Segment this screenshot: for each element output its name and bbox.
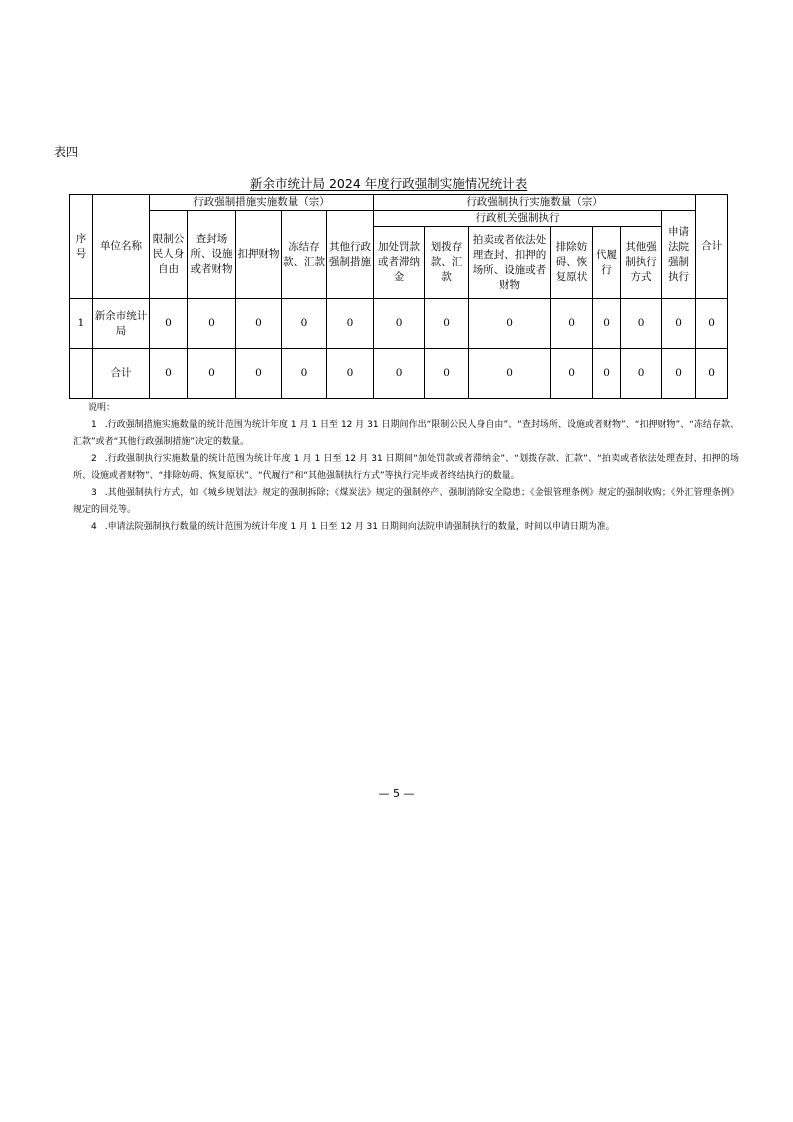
row-value: 0 — [593, 349, 621, 399]
row-value: 0 — [236, 299, 282, 349]
header-measure-1: 限制公民人身自由 — [150, 211, 188, 299]
row-value: 0 — [188, 349, 236, 399]
header-measure-3: 扣押财物 — [236, 211, 282, 299]
note-number: 4 — [91, 522, 97, 532]
header-agency-group: 行政机关强制执行 — [374, 211, 662, 227]
row-value: 0 — [150, 299, 188, 349]
row-value: 0 — [327, 299, 374, 349]
table-label: 表四 — [54, 145, 79, 159]
row-value: 0 — [374, 349, 425, 399]
table-row — [70, 299, 728, 349]
row-value: 0 — [621, 299, 662, 349]
page-number: — 5 — — [378, 787, 415, 800]
row-value: 0 — [236, 349, 282, 399]
header-measure-2: 查封场所、设施或者财物 — [188, 211, 236, 299]
row-value: 0 — [425, 299, 469, 349]
note-text: .行政强制措施实施数量的统计范围为统计年度 1 月 1 日至 12 月 31 日期间作出“限制公民人身自由”、“查封场所、设施或者财物”、“扣押财物”、“冻结存款、汇款”或者“其他行政强制措施”决定的数量。 — [73, 420, 739, 447]
header-measure-4: 冻结存款、汇款 — [282, 211, 327, 299]
note-number: 2 — [91, 454, 97, 464]
note-item — [73, 451, 739, 485]
note-text: .其他强制执行方式，如《城乡规划法》规定的强制拆除；《煤炭法》规定的强制停产、强制消除安全隐患；《金银管理条例》规定的强制收购；《外汇管理条例》规定的回兑等。 — [73, 488, 739, 515]
note-number: 3 — [91, 488, 97, 498]
header-agency-1: 加处罚款或者滞纳金 — [374, 227, 425, 299]
row-value: 0 — [551, 349, 593, 399]
header-agency-5: 代履行 — [593, 227, 621, 299]
header-court-execution: 申请法院强制执行 — [662, 211, 696, 299]
header-serial: 序号 — [70, 195, 93, 299]
row-value: 0 — [469, 299, 551, 349]
row-unit: 新余市统计局 — [93, 299, 150, 349]
row-serial — [70, 349, 93, 399]
header-execution-group: 行政强制执行实施数量（宗） — [374, 195, 696, 211]
row-value: 0 — [188, 299, 236, 349]
notes-label: 说明： — [88, 403, 116, 413]
header-measures-group: 行政强制措施实施数量（宗） — [150, 195, 374, 211]
notes — [73, 400, 739, 536]
note-item — [73, 417, 739, 451]
row-value: 0 — [150, 349, 188, 399]
table-row-total — [70, 349, 728, 399]
header-agency-4: 排除妨碍、恢复原状 — [551, 227, 593, 299]
row-unit: 合计 — [93, 349, 150, 399]
row-value: 0 — [469, 349, 551, 399]
row-value: 0 — [425, 349, 469, 399]
header-total: 合计 — [696, 195, 728, 299]
row-value: 0 — [696, 349, 728, 399]
row-value: 0 — [327, 349, 374, 399]
row-value: 0 — [696, 299, 728, 349]
row-value: 0 — [551, 299, 593, 349]
note-item — [73, 519, 739, 536]
row-value: 0 — [282, 299, 327, 349]
header-unit-name: 单位名称 — [93, 195, 150, 299]
header-agency-3: 拍卖或者依法处理查封、扣押的场所、设施或者财物 — [469, 227, 551, 299]
header-agency-6: 其他强制执行方式 — [621, 227, 662, 299]
row-value: 0 — [662, 299, 696, 349]
header-measure-5: 其他行政强制措施 — [327, 211, 374, 299]
table-title: 新余市统计局 2024 年度行政强制实施情况统计表 — [250, 176, 528, 191]
row-serial: 1 — [70, 299, 93, 349]
row-value: 0 — [662, 349, 696, 399]
note-number: 1 — [91, 420, 97, 430]
row-value: 0 — [374, 299, 425, 349]
note-text: .行政强制执行实施数量的统计范围为统计年度 1 月 1 日至 12 月 31 日期间“加处罚款或者滞纳金”、“划拨存款、汇款”、“拍卖或者依法处理查封、扣押的场所、设施或者财物”、“排除妨碍、恢复原状”、“代履行”和“其他强制执行方式”等执行完毕或者终结执行的数量。 — [73, 454, 739, 481]
row-value: 0 — [282, 349, 327, 399]
header-agency-2: 划拨存款、汇款 — [425, 227, 469, 299]
row-value: 0 — [621, 349, 662, 399]
note-item — [73, 485, 739, 519]
note-text: .申请法院强制执行数量的统计范围为统计年度 1 月 1 日至 12 月 31 日期间向法院申请强制执行的数量，时间以申请日期为准。 — [104, 522, 615, 532]
statistics-table — [69, 194, 728, 399]
row-value: 0 — [593, 299, 621, 349]
